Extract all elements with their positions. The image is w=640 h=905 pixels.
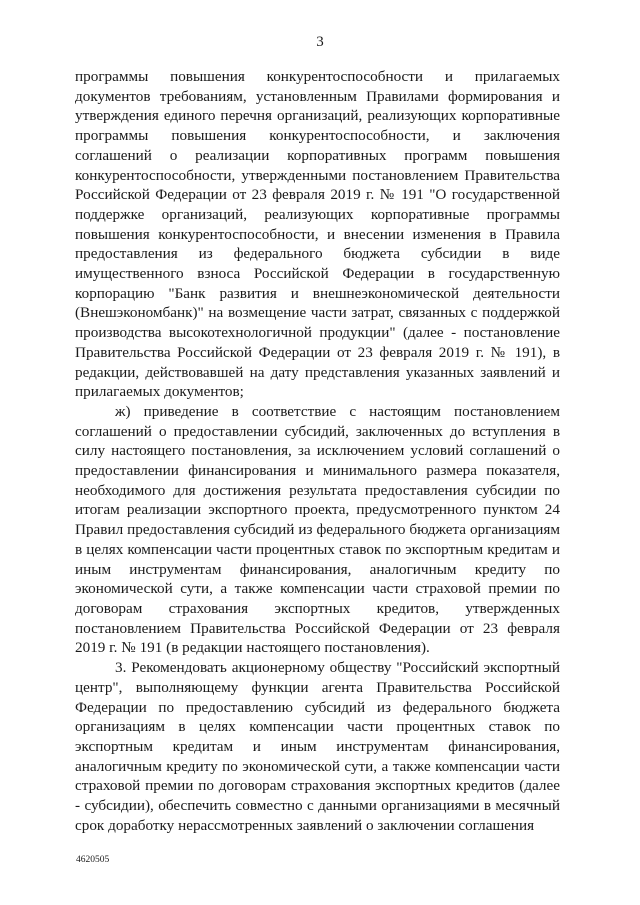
paragraph-subitem-zh: ж) приведение в соответствие с настоящим постановлением соглашений о предоставлении субсидий, заключенных до вступления в силу настоящего постановления, за исключением условий соглашений о предоставлении финансирования и минимального размера показателя, необходимого для достижения результата предоставления субсидии по итогам реализации экспортного проекта, предусмотренного пунктом 24 Правил предоставления субсидий из федерального бюджета организациям в целях компенсации части процентных ставок по экспортным кредитам и иным инструментам финансирования, аналогичным кредиту по экономической сути, а также компенсации части страховой премии по договорам страхования экспортных кредитов, утвержденных постановлением Правительства Российской Федерации от 23 февраля 2019 г. № 191 (в редакции настоящего постановления). (75, 402, 560, 657)
paragraph-continuation: программы повышения конкурентоспособности и прилагаемых документов требованиям, установленным Правилами формирования и утверждения единого перечня организаций, реализующих корпоративные программы повышения конкурентоспособности, и заключения соглашений о реализации корпоративных программ повышения конкурентоспособности, утвержденными постановлением Правительства Российской Федерации от 23 февраля 2019 г. № 191 "О государственной поддержке организаций, реализующих корпоративные программы повышения конкурентоспособности, и внесении изменения в Правила предоставления из федерального бюджета субсидии в виде имущественного взноса Российской Федерации в государственную корпорацию "Банк развития и внешнеэкономической деятельности (Внешэкономбанк)" на возмещение части затрат, связанных с поддержкой производства высокотехнологичной продукции" (далее - постановление Правительства Российской Федерации от 23 февраля 2019 г. № 191), в редакции, действовавшей на дату представления указанных заявлений и прилагаемых документов; (75, 68, 560, 401)
document-body (75, 67, 560, 835)
page-number: 3 (316, 34, 324, 50)
paragraph-item-3: 3. Рекомендовать акционерному обществу "Российский экспортный центр", выполняющему функции агента Правительства Российской Федерации по предоставлению субсидий из федерального бюджета организациям в целях компенсации части процентных ставок по экспортным кредитам и иным инструментам финансирования, аналогичным кредиту по экономической сути, а также компенсации части страховой премии по договорам страхования экспортных кредитов (далее - субсидии), обеспечить совместно с данными организациями в месячный срок доработку нерассмотренных заявлений о заключении соглашения (75, 659, 560, 834)
document-code: 4620505 (76, 855, 110, 865)
